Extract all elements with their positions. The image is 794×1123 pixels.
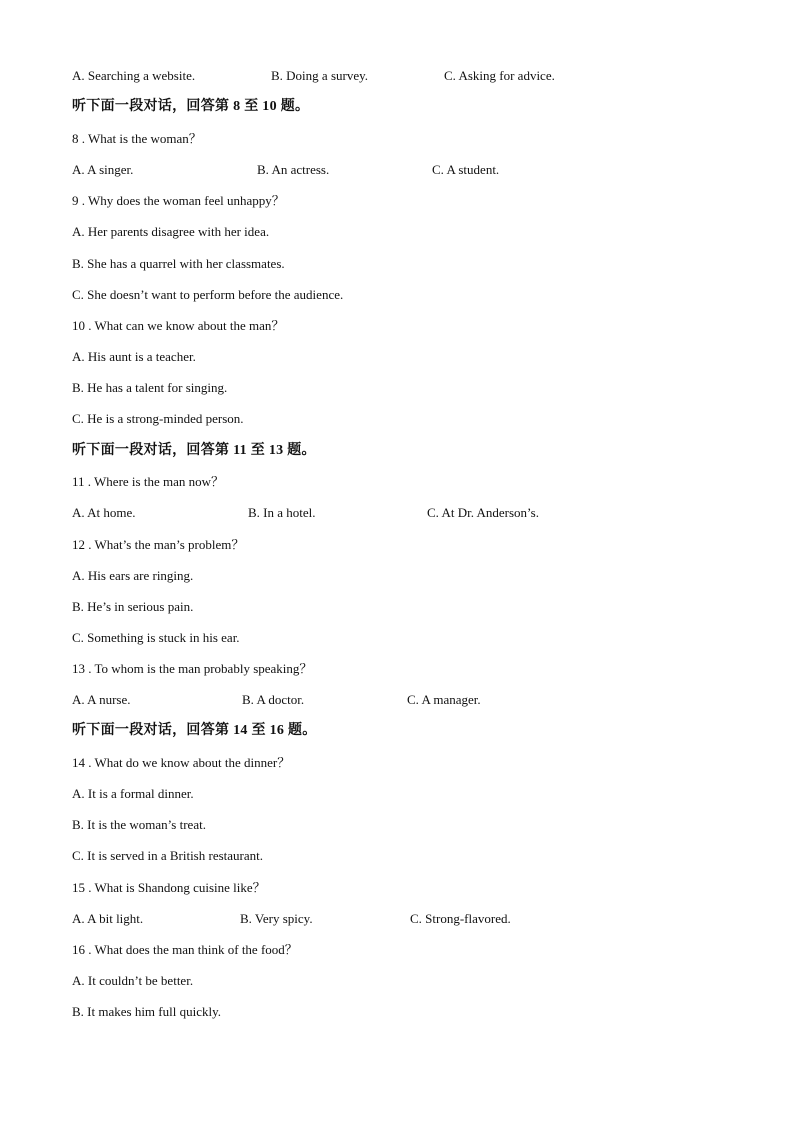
section-heading: 听下面一段对话，回答第 11 至 13 题。 [72,443,316,458]
question-text: 13 . To whom is the man probably speaking？ [72,661,313,676]
question-text: 8 . What is the woman？ [72,131,202,146]
answer-option: A. At home. [72,505,136,520]
answer-option: A. It couldn’t be better. [72,973,194,988]
answer-option: B. Very spicy. [240,911,313,926]
answer-option: C. Asking for advice. [444,68,555,83]
answer-option: B. In a hotel. [248,505,316,520]
question-text: 15 . What is Shandong cuisine like？ [72,880,266,895]
question-text: 10 . What can we know about the man？ [72,318,285,333]
answer-option: B. It makes him full quickly. [72,1004,221,1019]
answer-option: A. It is a formal dinner. [72,786,194,801]
answer-option: B. Doing a survey. [271,68,369,83]
question-text: 12 . What’s the man’s problem？ [72,537,245,552]
answer-option: C. Something is stuck in his ear. [72,630,240,645]
answer-option: C. At Dr. Anderson’s. [427,505,539,520]
answer-option: C. Strong-flavored. [410,911,511,926]
answer-option: B. He has a talent for singing. [72,380,228,395]
section-heading: 听下面一段对话，回答第 14 至 16 题。 [72,723,317,738]
answer-option: A. A singer. [72,162,134,177]
answer-option: B. He’s in serious pain. [72,599,194,614]
answer-option: A. His ears are ringing. [72,568,194,583]
answer-option: C. He is a strong-minded person. [72,411,244,426]
question-text: 11 . Where is the man now？ [72,474,224,489]
answer-option: C. A manager. [407,692,481,707]
answer-option: B. She has a quarrel with her classmates. [72,256,285,271]
answer-option: A. Her parents disagree with her idea. [72,224,270,239]
answer-option: A. A nurse. [72,692,131,707]
answer-option: B. A doctor. [242,692,305,707]
answer-option: C. It is served in a British restaurant. [72,848,263,863]
answer-option: B. It is the woman’s treat. [72,817,206,832]
answer-option: C. A student. [432,162,500,177]
answer-option: A. Searching a website. [72,68,196,83]
section-heading: 听下面一段对话，回答第 8 至 10 题。 [72,99,310,114]
answer-option: C. She doesn’t want to perform before the audience. [72,287,344,302]
question-text: 9 . Why does the woman feel unhappy？ [72,193,285,208]
answer-option: A. His aunt is a teacher. [72,349,196,364]
answer-option: B. An actress. [257,162,330,177]
question-text: 14 . What do we know about the dinner？ [72,755,291,770]
question-text: 16 . What does the man think of the food？ [72,942,298,957]
answer-option: A. A bit light. [72,911,144,926]
